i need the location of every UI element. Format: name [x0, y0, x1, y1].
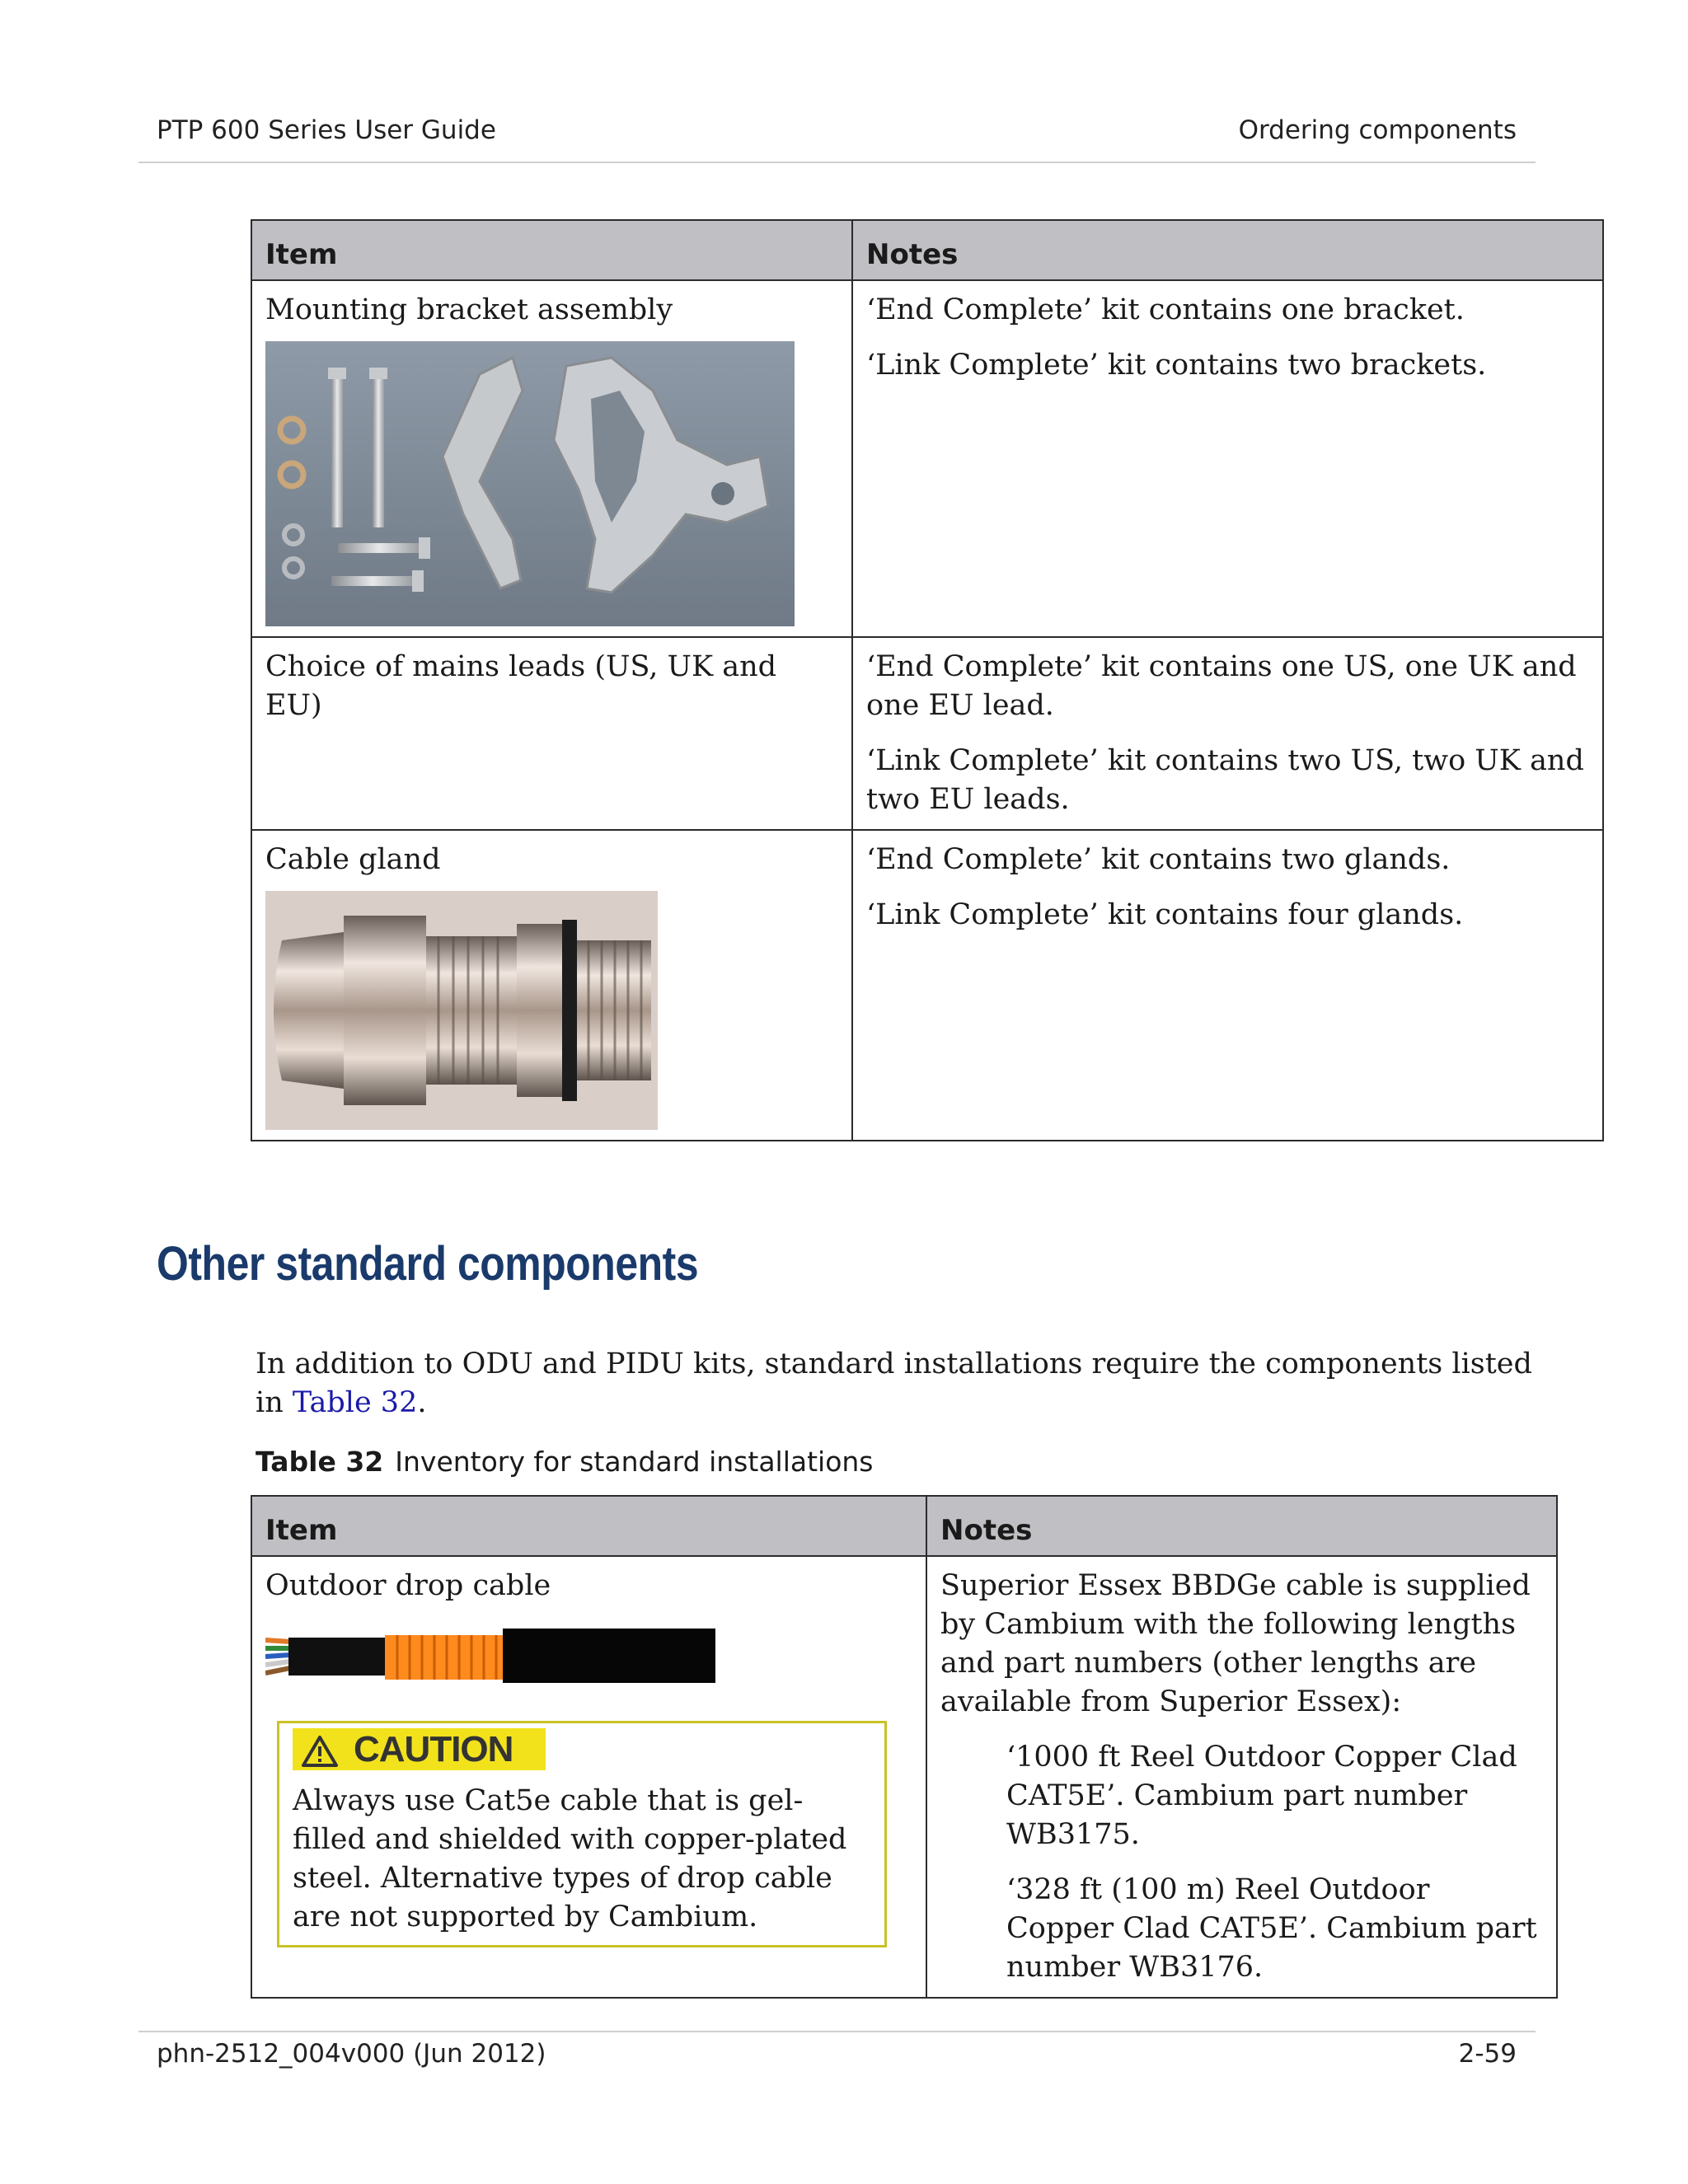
table-cell-item [251, 830, 852, 1141]
kit-contents-table [251, 219, 1604, 1141]
warning-triangle-icon [301, 1735, 339, 1768]
standard-inventory-table [251, 1495, 1558, 1999]
caution-box [277, 1721, 887, 1947]
table-row [251, 280, 1603, 637]
table-caption-text: Inventory for standard installations [395, 1446, 874, 1478]
section-heading: Other standard components [157, 1237, 699, 1291]
note-text: ‘Link Complete’ kit contains four glands. [866, 898, 1464, 931]
footer-divider [138, 2031, 1536, 2032]
page-header [157, 115, 1517, 148]
table-row [251, 637, 1603, 830]
table-cell-item [251, 1556, 926, 1998]
table-row [251, 1556, 1557, 1998]
column-header-notes: Notes [926, 1496, 1557, 1556]
column-header-item: Item [251, 1496, 926, 1556]
note-text: ‘End Complete’ kit contains one bracket. [866, 293, 1465, 326]
note-text: ‘Link Complete’ kit contains two brackets. [866, 349, 1487, 382]
item-label: Cable gland [265, 843, 441, 876]
note-list-item: ‘328 ft (100 m) Reel Outdoor Copper Clad CAT5E’. Cambium part number WB3176. [1006, 1873, 1537, 1984]
header-guide-title: PTP 600 Series User Guide [157, 115, 496, 145]
item-label: Outdoor drop cable [265, 1569, 551, 1602]
table-row [251, 830, 1603, 1141]
table-cell-notes [926, 1556, 1557, 1998]
table-cell-item [251, 280, 852, 637]
item-label: Mounting bracket assembly [265, 293, 673, 326]
note-text: Superior Essex BBDGe cable is supplied by Cambium with the following lengths and part numbers (other lengths are available from Superior Essex): [940, 1569, 1531, 1718]
intro-paragraph [256, 1345, 1541, 1422]
drop-cable-photo [265, 1617, 719, 1691]
mounting-bracket-photo [265, 341, 795, 626]
table-cell-notes [852, 637, 1603, 830]
column-header-item: Item [251, 220, 852, 280]
note-text: ‘Link Complete’ kit contains two US, two UK and two EU leads. [866, 744, 1584, 816]
caution-label [293, 1728, 546, 1770]
note-text: ‘End Complete’ kit contains two glands. [866, 843, 1451, 876]
caution-label-text: CAUTION [354, 1729, 513, 1769]
header-section-title: Ordering components [1238, 115, 1517, 145]
table-header-row [251, 220, 1603, 280]
intro-end: . [417, 1386, 427, 1419]
column-header-notes: Notes [852, 220, 1603, 280]
item-label: Choice of mains leads (US, UK and EU) [265, 650, 777, 722]
table-header-row [251, 1496, 1557, 1556]
table-cell-notes [852, 280, 1603, 637]
caution-text: Always use Cat5e cable that is gel-filled and shielded with copper-plated steel. Alternative types of drop cable are not supported by Cambium. [293, 1784, 847, 1933]
table-caption-label: Table 32 [256, 1446, 384, 1478]
page-number: 2-59 [1458, 2039, 1517, 2069]
page-footer [157, 2039, 1517, 2072]
table-caption [256, 1446, 874, 1478]
note-text: ‘End Complete’ kit contains one US, one UK and one EU lead. [866, 650, 1577, 722]
table-32-link[interactable]: Table 32 [292, 1386, 418, 1419]
header-divider [138, 162, 1536, 163]
document-id: phn-2512_004v000 (Jun 2012) [157, 2039, 546, 2069]
intro-text: In addition to ODU and PIDU kits, standard installations require the components listed in [256, 1347, 1532, 1419]
note-list-item: ‘1000 ft Reel Outdoor Copper Clad CAT5E’. Cambium part number WB3175. [1006, 1741, 1517, 1851]
table-cell-notes [852, 830, 1603, 1141]
cable-gland-photo [265, 891, 658, 1130]
table-cell-item [251, 637, 852, 830]
